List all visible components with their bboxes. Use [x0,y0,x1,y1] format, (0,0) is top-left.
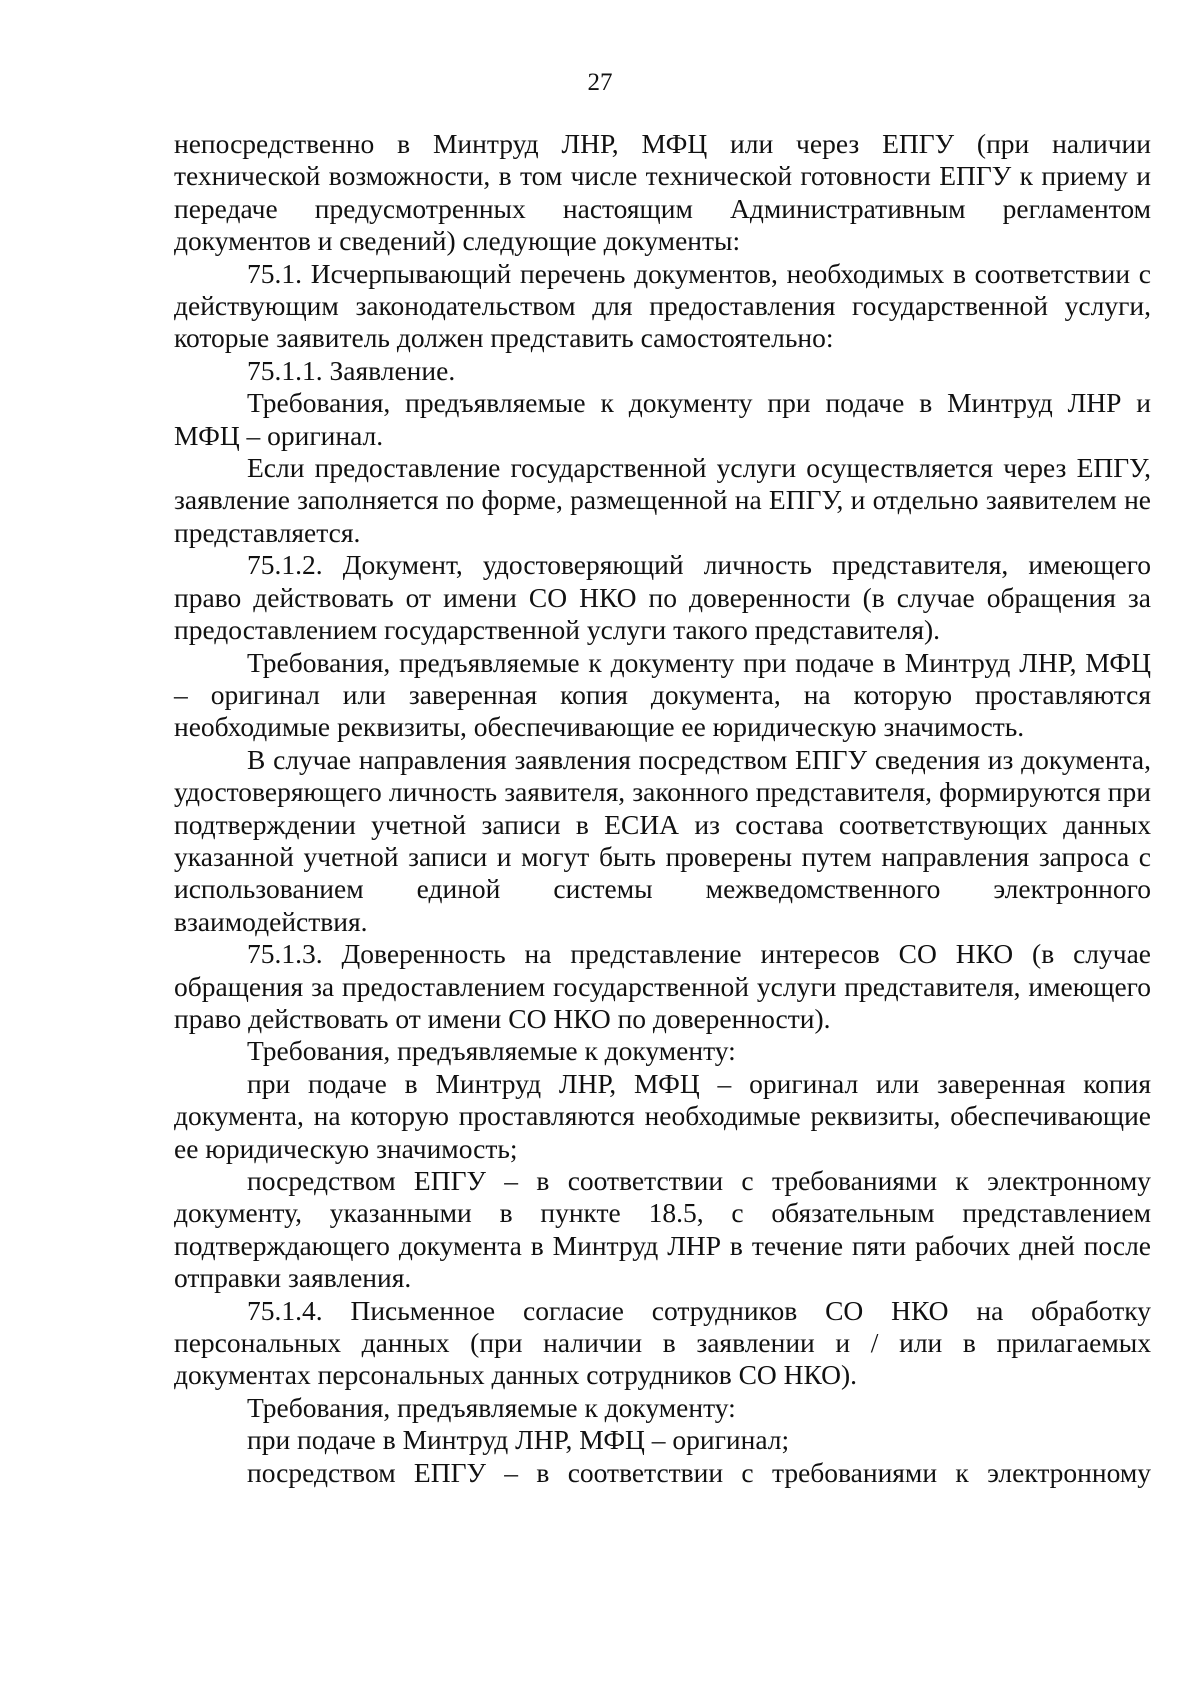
paragraph-epgu-application: Если предоставление государственной услуги осуществляется через ЕПГУ, заявление заполняется по форме, размещенной на ЕПГУ, и отдельно заявителем не представляется. [174,452,1151,548]
paragraph-75-1-2: 75.1.2. Документ, удостоверяющий личность представителя, имеющего право действовать от имени СО НКО по доверенности (в случае обращения за предоставлением государственной услуги такого представителя). [174,549,1151,646]
paragraph-requirements-identity: Требования, предъявляемые к документу при подаче в Минтруд ЛНР, МФЦ – оригинал или заверенная копия документа, на которую проставляются необходимые реквизиты, обеспечивающие ее юридическую значимость. [174,646,1151,743]
paragraph-requirements-header-2: Требования, предъявляемые к документу: [247,1391,736,1423]
paragraph-75-1-1: 75.1.1. Заявление. [247,354,456,386]
paragraph-75-1-4: 75.1.4. Письменное согласие сотрудников СО НКО на обработку персональных данных (при наличии в заявлении и / или в прилагаемых документах персональных данных сотрудников СО НКО). [174,1294,1151,1391]
paragraph-requirements-mintrud-1: при подаче в Минтруд ЛНР, МФЦ – оригинал или заверенная копия документа, на которую проставляются необходимые реквизиты, обеспечивающие ее юридическую значимость; [174,1067,1151,1164]
document-body [174,128,1151,1489]
paragraph-intro-continued: непосредственно в Минтруд ЛНР, МФЦ или через ЕПГУ (при наличии технической возможности, в том числе технической готовности ЕПГУ к приему и передаче предусмотренных настоящим Административным регламентом документов и сведений) следующие документы: [174,128,1151,257]
paragraph-requirements-mintrud-2: при подаче в Минтруд ЛНР, МФЦ – оригинал; [247,1424,790,1456]
paragraph-requirements-application: Требования, предъявляемые к документу при подаче в Минтруд ЛНР и МФЦ – оригинал. [174,387,1151,451]
paragraph-requirements-header-1: Требования, предъявляемые к документу: [247,1035,736,1067]
paragraph-epgu-identity: В случае направления заявления посредством ЕПГУ сведения из документа, удостоверяющего личность заявителя, законного представителя, формируются при подтверждении учетной записи в ЕСИА из состава соответствующих данных указанной учетной записи и могут быть проверены путем направления запроса с использованием единой системы межведомственного электронного взаимодействия. [174,743,1151,937]
paragraph-75-1: 75.1. Исчерпывающий перечень документов, необходимых в соответствии с действующим законодательством для предоставления государственной услуги, которые заявитель должен представить самостоятельно: [174,257,1151,354]
paragraph-75-1-3: 75.1.3. Доверенность на представление интересов СО НКО (в случае обращения за предоставлением государственной услуги представителя, имеющего право действовать от имени СО НКО по доверенности). [174,938,1151,1034]
paragraph-requirements-epgu-1: посредством ЕПГУ – в соответствии с требованиями к электронному документу, указанными в пункте 18.5, с обязательным представлением подтверждающего документа в Минтруд ЛНР в течение пяти рабочих дней после отправки заявления. [174,1165,1151,1294]
paragraph-requirements-epgu-2: посредством ЕПГУ – в соответствии с требованиями к электронному [247,1456,1151,1488]
page-number: 27 [587,69,613,96]
